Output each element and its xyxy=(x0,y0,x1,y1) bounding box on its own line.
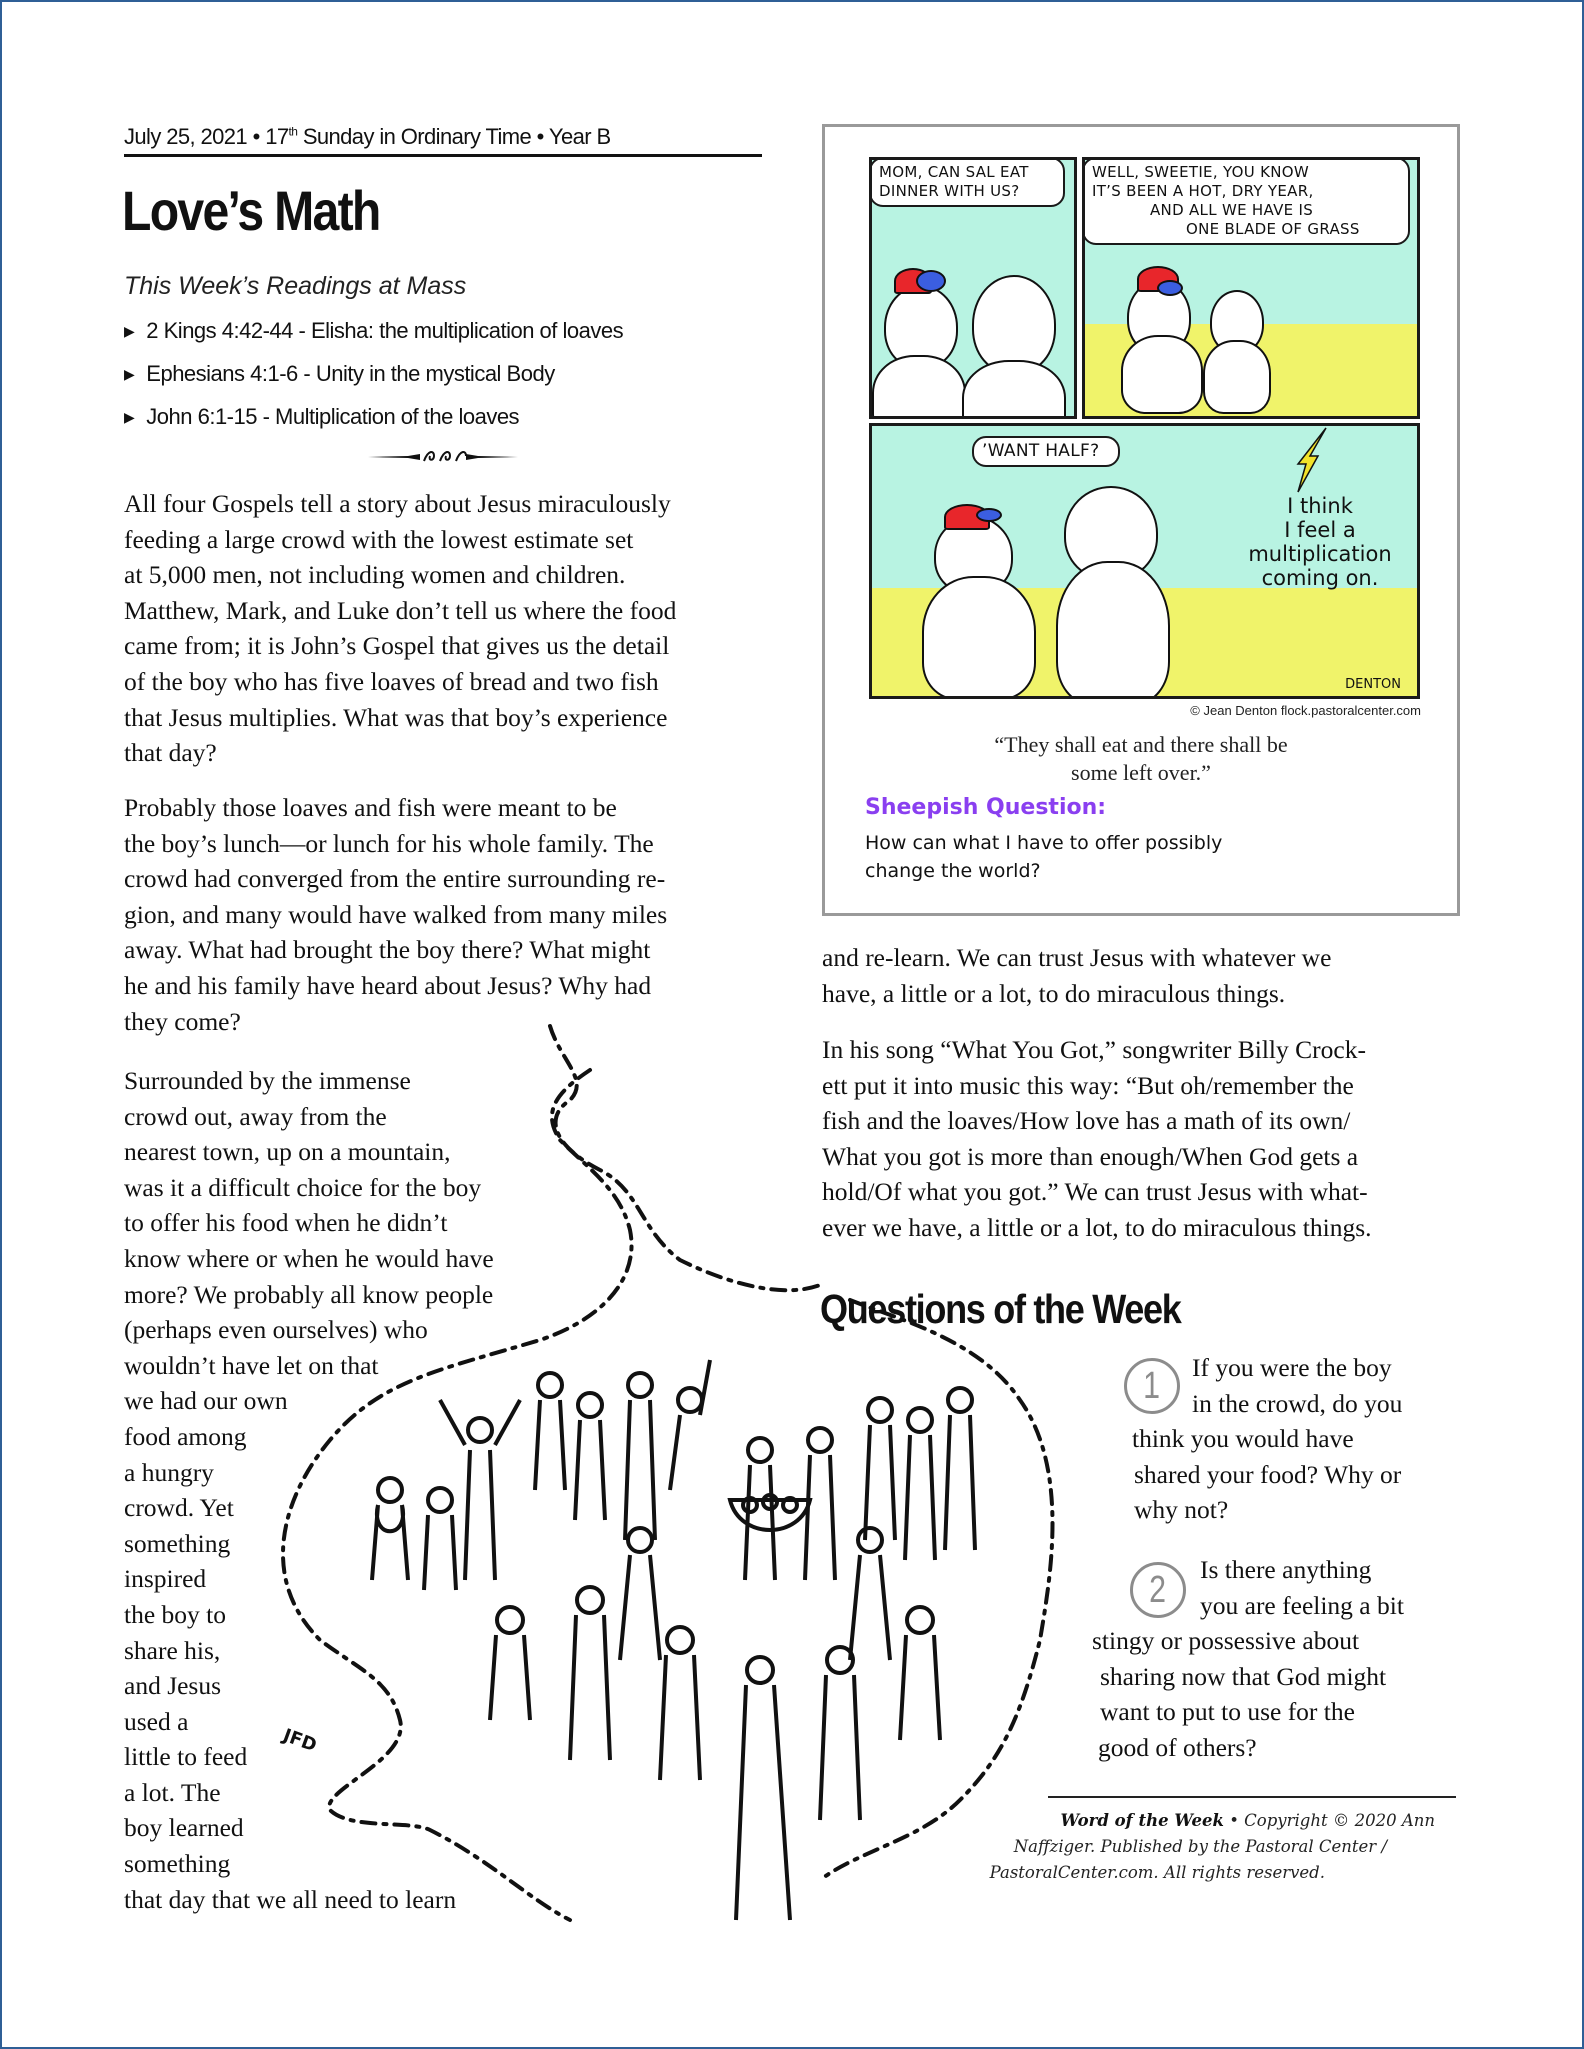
liturgical-year: Year B xyxy=(548,124,611,149)
figure xyxy=(620,1528,660,1660)
reading-item: ▶ 2 Kings 4:42-44 - Elisha: the multiplication of loaves xyxy=(124,318,624,343)
sheepish-question-text: How can what I have to offer possibly change the world? xyxy=(865,832,1223,882)
figure xyxy=(440,1400,520,1580)
readings-list xyxy=(124,314,623,443)
comic-panel-2 xyxy=(1082,157,1420,419)
reading-item: ▶ John 6:1-15 - Multiplication of the loaves xyxy=(124,404,520,429)
figure xyxy=(805,1428,835,1580)
thought-text: I think I feel a multiplication coming on. xyxy=(1248,494,1392,590)
question-1: If you were the boy in the crowd, do you think you would have shared your food? Why or why not? xyxy=(1132,1353,1403,1525)
figure xyxy=(570,1587,610,1760)
figure xyxy=(372,1478,408,1580)
copyright-footer: Word of the Week • Copyright © 2020 Ann Naffziger. Published by the Pastoral Center / PastoralCenter.com. All rights reserved. xyxy=(989,1811,1435,1882)
footer-brand: Word of the Week xyxy=(1060,1811,1224,1830)
figure xyxy=(424,1488,456,1590)
figure xyxy=(905,1408,935,1560)
figure xyxy=(660,1627,700,1780)
comic-credit: © Jean Denton flock.pastoralcenter.com xyxy=(1190,703,1421,718)
triangle-bullet-icon: ▶ xyxy=(124,323,135,339)
path-line-left xyxy=(283,1070,632,1920)
figure xyxy=(820,1647,860,1820)
crowd-illustration xyxy=(260,1020,1120,1940)
article-paragraph-1: All four Gospels tell a story about Jesus miraculously feeding a large crowd with the lowest estimate set at 5,000 men, not including women and children. Matthew, Mark, and Luke don’t tell us where the food came from; it is John’s Gospel that gives us the detail of the boy who has five loaves of bread and two fish that Jesus multiplies. What was that boy’s experience that day? xyxy=(124,489,677,768)
speech-bubble: WELL, SWEETIE, YOU KNOW IT’S BEEN A HOT, DRY YEAR, AND ALL WE HAVE IS ONE BLADE OF GRASS xyxy=(1082,157,1410,245)
comic-box xyxy=(822,124,1460,916)
figure xyxy=(900,1607,940,1740)
question-number-2-icon: 2 xyxy=(1130,1562,1186,1618)
figure xyxy=(736,1657,790,1920)
figure xyxy=(945,1388,975,1550)
bread-basket xyxy=(730,1495,810,1530)
comic-panel-1 xyxy=(869,157,1077,419)
figure xyxy=(850,1528,890,1660)
article-paragraph-5: In his song “What You Got,” songwriter Billy Crock- ett put it into music this way: “But oh/remember the fish and the loaves/How love has a math of its own/ What you got is more than enough/When God gets a hold/Of what you got.” We can trust Jesus with what- ever we have, a little or a lot, to do miraculous things. xyxy=(822,1035,1372,1242)
ornament-divider-icon xyxy=(368,448,518,466)
triangle-bullet-icon: ▶ xyxy=(124,409,135,425)
figure xyxy=(865,1398,895,1540)
figure xyxy=(535,1373,565,1490)
speech-bubble: ’WANT HALF? xyxy=(972,436,1120,467)
article-paragraph-3: Surrounded by the immense crowd out, away from the nearest town, up on a mountain, was it a difficult choice for the boy to offer his food when he didn’t know where or when he would have more? We probably all know people (perhaps even ourselves) who wouldn’t have let on that we had our own food among a hungry crowd. Yet something inspired the boy to share his, and Jesus used a little to feed a lot. The boy learned something that day that we all need to learn xyxy=(124,1066,494,1914)
sunday-number: 17th xyxy=(265,124,298,149)
cartoonist-signature: DENTON xyxy=(1345,677,1401,692)
lightning-bolt-icon xyxy=(1292,426,1332,496)
readings-heading: This Week’s Readings at Mass xyxy=(124,272,467,300)
figure xyxy=(490,1607,530,1720)
footer-divider xyxy=(1048,1796,1456,1798)
figure xyxy=(575,1393,605,1520)
crowd-figures xyxy=(372,1360,975,1920)
question-number-1-icon: 1 xyxy=(1124,1358,1180,1414)
figure xyxy=(670,1360,710,1490)
path-line-upper xyxy=(550,1026,820,1290)
page-title: Love’s Math xyxy=(122,179,380,242)
date: July 25, 2021 xyxy=(124,124,248,149)
dateline: July 25, 2021 • 17th Sunday in Ordinary Time • Year B xyxy=(124,124,762,157)
figure xyxy=(625,1373,655,1540)
question-2: Is there anything you are feeling a bit stingy or possessive about sharing now that God might want to put to use for the good of others? xyxy=(1092,1555,1404,1762)
article-paragraph-4: and re-learn. We can trust Jesus with whatever we have, a little or a lot, to do miraculous things. xyxy=(822,943,1332,1008)
illustrator-signature: JFD xyxy=(280,1724,320,1757)
comic-quote: “They shall eat and there shall be some left over.” xyxy=(994,732,1288,785)
liturgical-day: Sunday in Ordinary Time xyxy=(302,124,532,149)
speech-bubble: MOM, CAN SAL EAT DINNER WITH US? xyxy=(869,157,1065,207)
sheepish-question-title: Sheepish Question: xyxy=(865,795,1107,820)
comic-panel-3 xyxy=(869,423,1420,699)
questions-heading: Questions of the Week xyxy=(820,1286,1181,1332)
article-paragraph-2: Probably those loaves and fish were meant to be the boy’s lunch—or lunch for his whole family. The crowd had converged from the entire surrounding re- gion, and many would have walked from many miles away. What had brought the boy there? What might he and his family have heard about Jesus? Why had they come? xyxy=(124,793,668,1036)
reading-item: ▶ Ephesians 4:1-6 - Unity in the mystical Body xyxy=(124,361,555,386)
triangle-bullet-icon: ▶ xyxy=(124,366,135,382)
